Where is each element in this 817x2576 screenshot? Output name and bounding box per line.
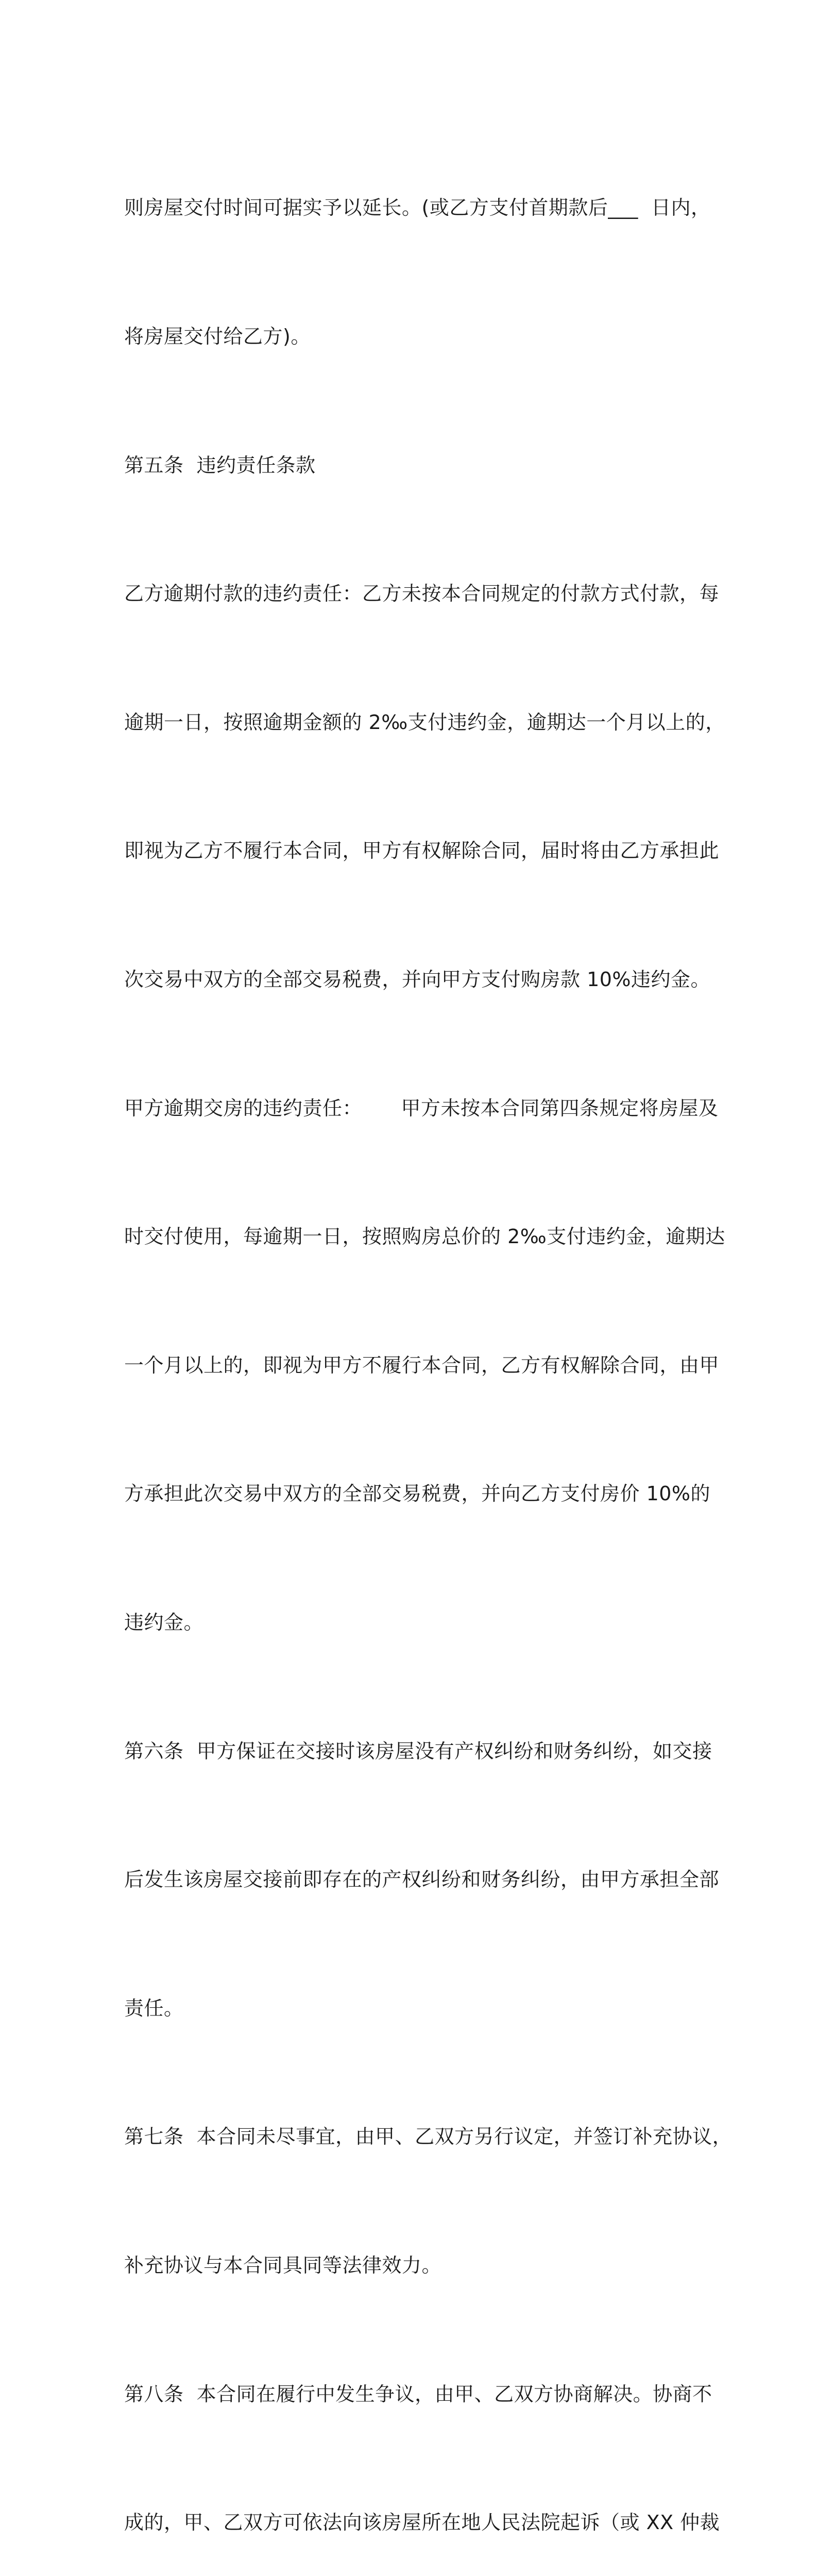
text-line: 即视为乙方不履行本合同，甲方有权解除合同，届时将由乙方承担此 xyxy=(124,839,720,862)
text-line: 成的，甲、乙双方可依法向该房屋所在地人民法院起诉（或 XX 仲裁 xyxy=(124,2511,720,2534)
article-paragraph: 第八条 本合同在履行中发生争议，由甲、乙双方协商解决。协商不 xyxy=(124,2382,712,2405)
text-line: 乙方逾期付款的违约责任：乙方未按本合同规定的付款方式付款，每 xyxy=(124,582,720,605)
text-line: 甲方逾期交房的违约责任： 甲方未按本合同第四条规定将房屋及 xyxy=(124,1096,719,1120)
text-line: 责任。 xyxy=(124,1996,184,2020)
text-line: 逾期一日，按照逾期金额的 2‰支付违约金，逾期达一个月以上的， xyxy=(124,710,725,734)
article-heading: 第五条 违约责任条款 xyxy=(124,453,316,477)
article-paragraph: 第七条 本合同未尽事宜，由甲、乙双方另行议定，并签订补充协议， xyxy=(124,2125,733,2148)
text-line: 方承担此次交易中双方的全部交易税费，并向乙方支付房价 10%的 xyxy=(124,1482,711,1505)
text-line: 后发生该房屋交接前即存在的产权纠纷和财务纠纷，由甲方承担全部 xyxy=(124,1868,720,1891)
text-line: 一个月以上的，即视为甲方不履行本合同，乙方有权解除合同，由甲 xyxy=(124,1353,720,1377)
article-paragraph: 第六条 甲方保证在交接时该房屋没有产权纠纷和财务纠纷，如交接 xyxy=(124,1739,712,1762)
text-line: 违约金。 xyxy=(124,1611,204,1634)
text-line: 次交易中双方的全部交易税费，并向甲方支付购房款 10%违约金。 xyxy=(124,968,711,991)
text-line: 时交付使用，每逾期一日，按照购房总价的 2‰支付违约金，逾期达 xyxy=(124,1225,725,1248)
text-line: 将房屋交付给乙方)。 xyxy=(124,325,311,348)
contract-body-text xyxy=(124,101,733,2576)
text-line: 补充协议与本合同具同等法律效力。 xyxy=(124,2253,442,2277)
text-line: 则房屋交付时间可据实予以延长。(或乙方支付首期款后___ 日内， xyxy=(124,196,711,219)
